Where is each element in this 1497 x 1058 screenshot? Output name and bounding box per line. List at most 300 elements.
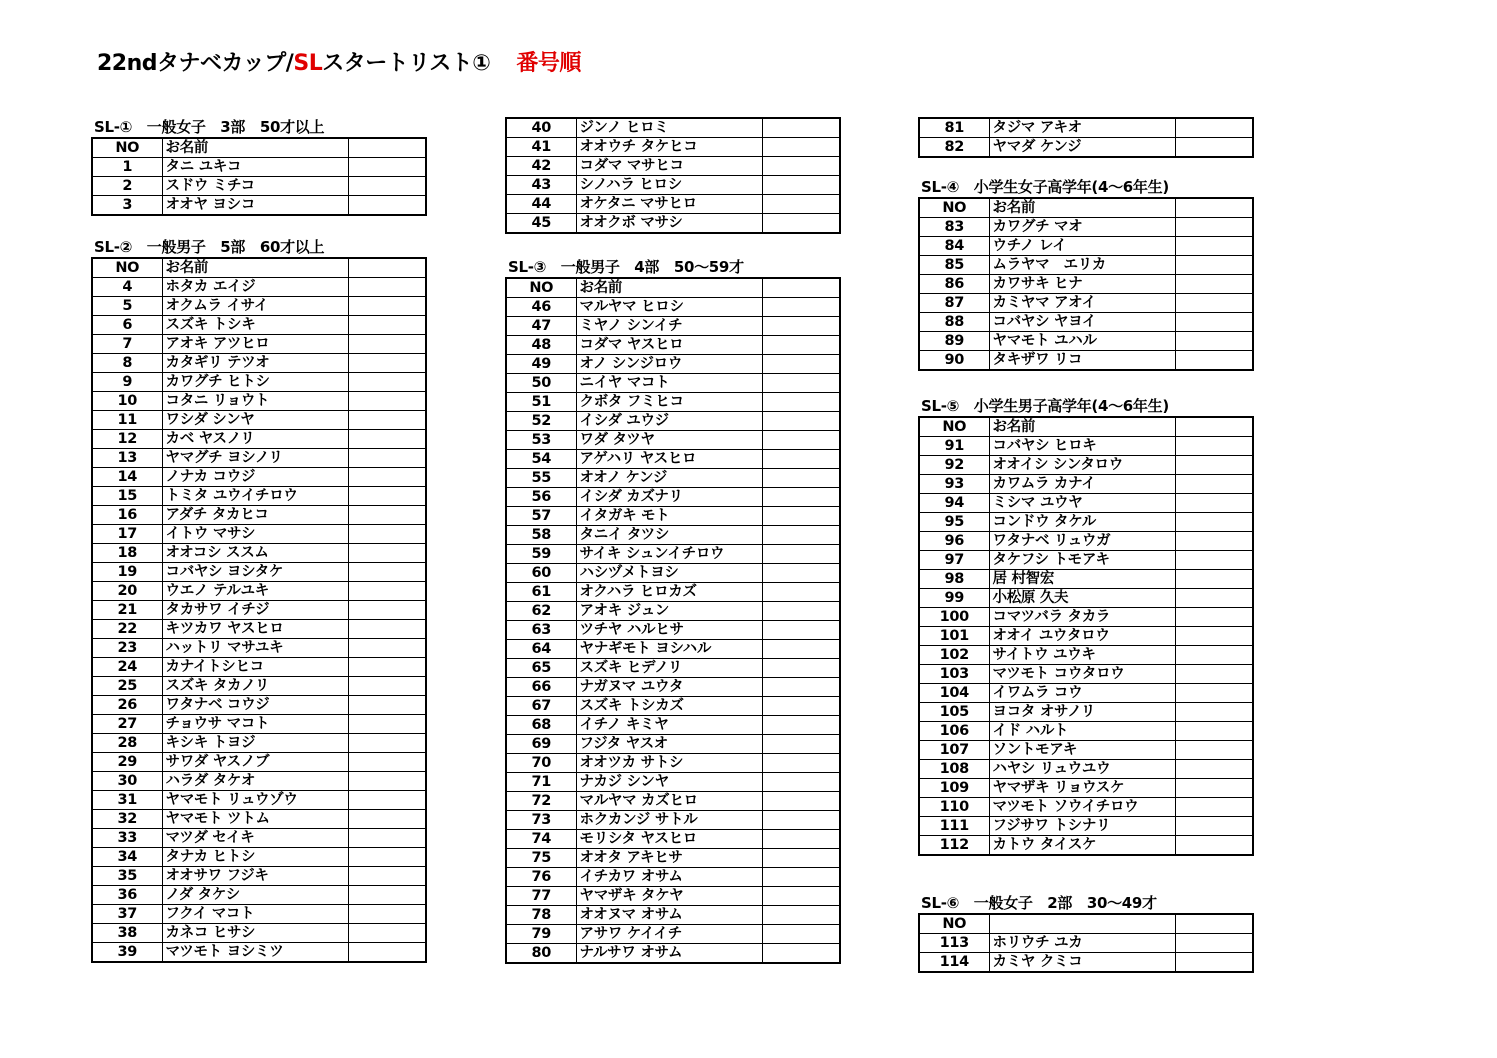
entry-name: ナガヌマ ユウタ xyxy=(576,678,762,697)
entry-number: 6 xyxy=(92,316,162,335)
entry-name: ツチヤ ハルヒサ xyxy=(576,621,762,640)
entry-extra xyxy=(762,336,840,355)
table-row xyxy=(919,798,1253,817)
entry-extra xyxy=(1175,665,1253,684)
table-row xyxy=(919,475,1253,494)
entry-name: タケフシ トモアキ xyxy=(989,551,1175,570)
entry-number: 4 xyxy=(92,278,162,297)
entry-table xyxy=(918,416,1254,856)
entry-name: イシダ カズナリ xyxy=(576,488,762,507)
entry-extra xyxy=(762,157,840,176)
entry-name: サイトウ ユウキ xyxy=(989,646,1175,665)
entry-extra xyxy=(1175,494,1253,513)
entry-number: 11 xyxy=(92,411,162,430)
table-row xyxy=(92,772,426,791)
entry-extra xyxy=(348,158,426,177)
entry-name: マルヤマ カズヒロ xyxy=(576,792,762,811)
table-row xyxy=(506,431,840,450)
entry-name: スドウ ミチコ xyxy=(162,177,348,196)
entry-number: 55 xyxy=(506,469,576,488)
entry-extra xyxy=(348,196,426,216)
entry-number: 100 xyxy=(919,608,989,627)
column-header-name: お名前 xyxy=(989,417,1175,437)
entry-name: ノダ タケシ xyxy=(162,886,348,905)
table-row xyxy=(92,177,426,196)
table-row xyxy=(919,437,1253,456)
entry-extra xyxy=(762,659,840,678)
entry-number: 16 xyxy=(92,506,162,525)
section-heading: SL-③ 一般男子 4部 50～59才 xyxy=(508,258,744,276)
table-row xyxy=(919,513,1253,532)
entry-number: 69 xyxy=(506,735,576,754)
entry-number: 19 xyxy=(92,563,162,582)
entry-extra xyxy=(762,564,840,583)
entry-extra xyxy=(1175,218,1253,237)
entry-extra xyxy=(762,754,840,773)
entry-number: 112 xyxy=(919,836,989,856)
table-row xyxy=(919,608,1253,627)
entry-number: 89 xyxy=(919,332,989,351)
table-row xyxy=(92,829,426,848)
table-row xyxy=(92,158,426,177)
table-row xyxy=(919,551,1253,570)
entry-extra xyxy=(1175,589,1253,608)
entry-name: オオタ アキヒサ xyxy=(576,849,762,868)
entry-name: ヨコタ オサノリ xyxy=(989,703,1175,722)
entry-number: 66 xyxy=(506,678,576,697)
entry-name: サワダ ヤスノブ xyxy=(162,753,348,772)
entry-number: 114 xyxy=(919,953,989,973)
entry-number: 105 xyxy=(919,703,989,722)
entry-number: 52 xyxy=(506,412,576,431)
entry-number: 61 xyxy=(506,583,576,602)
entry-extra xyxy=(348,677,426,696)
entry-extra xyxy=(348,924,426,943)
table-row xyxy=(506,317,840,336)
entry-extra xyxy=(1175,722,1253,741)
table-row xyxy=(92,867,426,886)
table-row xyxy=(506,393,840,412)
entry-extra xyxy=(348,449,426,468)
entry-number: 71 xyxy=(506,773,576,792)
entry-extra xyxy=(348,601,426,620)
entry-extra xyxy=(348,468,426,487)
entry-extra xyxy=(762,830,840,849)
entry-name: カナイトシヒコ xyxy=(162,658,348,677)
table-header-row xyxy=(92,138,426,158)
entry-number: 51 xyxy=(506,393,576,412)
entry-extra xyxy=(1175,332,1253,351)
table-row xyxy=(92,639,426,658)
entry-extra xyxy=(348,278,426,297)
table-row xyxy=(506,214,840,234)
table-row xyxy=(506,355,840,374)
entry-extra xyxy=(348,335,426,354)
table-row xyxy=(919,313,1253,332)
entry-name: ヤマモト リュウゾウ xyxy=(162,791,348,810)
entry-extra xyxy=(348,354,426,373)
table-row xyxy=(92,601,426,620)
entry-number: 2 xyxy=(92,177,162,196)
entry-number: 77 xyxy=(506,887,576,906)
title-suffix: スタートリスト① xyxy=(322,51,491,76)
table-row xyxy=(92,924,426,943)
column-header-name xyxy=(989,914,1175,934)
table-row xyxy=(506,564,840,583)
entry-extra xyxy=(762,317,840,336)
entry-name: チョウサ マコト xyxy=(162,715,348,734)
entry-name: コマツバラ タカラ xyxy=(989,608,1175,627)
entry-extra xyxy=(1175,456,1253,475)
table-row xyxy=(92,753,426,772)
entry-extra xyxy=(348,506,426,525)
entry-number: 80 xyxy=(506,944,576,964)
entry-number: 82 xyxy=(919,138,989,158)
table-row xyxy=(919,779,1253,798)
entry-name: オクハラ ヒロカズ xyxy=(576,583,762,602)
entry-name: ナカジ シンヤ xyxy=(576,773,762,792)
entry-extra xyxy=(348,177,426,196)
entry-extra xyxy=(1175,532,1253,551)
table-row xyxy=(506,507,840,526)
entry-extra xyxy=(762,602,840,621)
table-row xyxy=(506,138,840,157)
entry-number: 64 xyxy=(506,640,576,659)
entry-number: 53 xyxy=(506,431,576,450)
column-header-name: お名前 xyxy=(162,138,348,158)
entry-extra xyxy=(762,716,840,735)
table-row xyxy=(506,773,840,792)
title-order: 番号順 xyxy=(516,51,581,76)
entry-number: 48 xyxy=(506,336,576,355)
entry-number: 5 xyxy=(92,297,162,316)
entry-extra xyxy=(762,583,840,602)
entry-name: キツカワ ヤスヒロ xyxy=(162,620,348,639)
entry-extra xyxy=(1175,953,1253,973)
entry-extra xyxy=(348,620,426,639)
entry-extra xyxy=(762,298,840,317)
entry-number: 37 xyxy=(92,905,162,924)
table-row xyxy=(92,696,426,715)
table-row xyxy=(919,589,1253,608)
entry-number: 54 xyxy=(506,450,576,469)
table-row xyxy=(506,792,840,811)
entry-number: 74 xyxy=(506,830,576,849)
entry-name: アオキ アツヒロ xyxy=(162,335,348,354)
entry-name: アサワ ケイイチ xyxy=(576,925,762,944)
entry-name: オオヌマ オサム xyxy=(576,906,762,925)
entry-extra xyxy=(1175,608,1253,627)
table-row xyxy=(919,703,1253,722)
table-row xyxy=(506,621,840,640)
entry-number: 34 xyxy=(92,848,162,867)
entry-number: 25 xyxy=(92,677,162,696)
table-row xyxy=(506,640,840,659)
entry-number: 63 xyxy=(506,621,576,640)
table-row xyxy=(92,715,426,734)
entry-extra xyxy=(762,469,840,488)
table-row xyxy=(506,336,840,355)
table-row xyxy=(506,659,840,678)
table-row xyxy=(506,830,840,849)
table-row xyxy=(92,563,426,582)
entry-extra xyxy=(348,848,426,867)
entry-extra xyxy=(762,887,840,906)
table-row xyxy=(506,469,840,488)
entry-number: 35 xyxy=(92,867,162,886)
entry-extra xyxy=(348,411,426,430)
entry-name: タカサワ イチジ xyxy=(162,601,348,620)
entry-number: 18 xyxy=(92,544,162,563)
table-row xyxy=(92,449,426,468)
entry-extra xyxy=(348,734,426,753)
entry-extra xyxy=(348,430,426,449)
entry-name: オノ シンジロウ xyxy=(576,355,762,374)
table-row xyxy=(506,811,840,830)
column-header-no: NO xyxy=(919,914,989,934)
entry-name: ワシダ シンヤ xyxy=(162,411,348,430)
entry-number: 27 xyxy=(92,715,162,734)
entry-number: 43 xyxy=(506,176,576,195)
entry-extra xyxy=(762,868,840,887)
entry-number: 78 xyxy=(506,906,576,925)
entry-extra xyxy=(348,753,426,772)
table-row xyxy=(92,582,426,601)
entry-number: 83 xyxy=(919,218,989,237)
entry-name: ハットリ マサユキ xyxy=(162,639,348,658)
table-row xyxy=(92,316,426,335)
table-row xyxy=(919,218,1253,237)
table-row xyxy=(92,848,426,867)
entry-extra xyxy=(348,487,426,506)
table-row xyxy=(919,646,1253,665)
entry-name: コダマ ヤスヒロ xyxy=(576,336,762,355)
entry-number: 87 xyxy=(919,294,989,313)
entry-extra xyxy=(1175,475,1253,494)
table-row xyxy=(92,506,426,525)
entry-name: ヤナギモト ヨシハル xyxy=(576,640,762,659)
entry-number: 30 xyxy=(92,772,162,791)
entry-name: シノハラ ヒロシ xyxy=(576,176,762,195)
entry-extra xyxy=(1175,798,1253,817)
entry-name: スズキ トシカズ xyxy=(576,697,762,716)
entry-name: ヤマモト ツトム xyxy=(162,810,348,829)
entry-name: トミタ ユウイチロウ xyxy=(162,487,348,506)
entry-name: ヤマザキ タケヤ xyxy=(576,887,762,906)
table-row xyxy=(506,868,840,887)
table-row xyxy=(92,734,426,753)
entry-number: 113 xyxy=(919,934,989,953)
entry-number: 10 xyxy=(92,392,162,411)
table-row xyxy=(92,354,426,373)
entry-extra xyxy=(762,118,840,138)
entry-name: タニ ユキコ xyxy=(162,158,348,177)
table-header-row xyxy=(919,417,1253,437)
entry-name: ヤマダ ケンジ xyxy=(989,138,1175,158)
entry-name: クボタ フミヒコ xyxy=(576,393,762,412)
entry-number: 56 xyxy=(506,488,576,507)
entry-number: 39 xyxy=(92,943,162,963)
entry-name: イチノ キミヤ xyxy=(576,716,762,735)
column-header-extra xyxy=(1175,914,1253,934)
entry-number: 101 xyxy=(919,627,989,646)
table-row xyxy=(92,297,426,316)
table-row xyxy=(506,176,840,195)
entry-name: タナカ ヒトシ xyxy=(162,848,348,867)
table-row xyxy=(92,943,426,963)
entry-name: オオクボ マサシ xyxy=(576,214,762,234)
entry-number: 62 xyxy=(506,602,576,621)
entry-number: 20 xyxy=(92,582,162,601)
entry-number: 96 xyxy=(919,532,989,551)
table-row xyxy=(92,791,426,810)
table-row xyxy=(919,684,1253,703)
entry-name: タジマ アキオ xyxy=(989,118,1175,138)
entry-name: イシダ ユウジ xyxy=(576,412,762,431)
entry-number: 72 xyxy=(506,792,576,811)
entry-number: 103 xyxy=(919,665,989,684)
table-row xyxy=(506,906,840,925)
entry-extra xyxy=(1175,836,1253,856)
entry-name: スズキ ヒデノリ xyxy=(576,659,762,678)
entry-extra xyxy=(762,678,840,697)
entry-name: ワダ タツヤ xyxy=(576,431,762,450)
entry-name: オオツカ サトシ xyxy=(576,754,762,773)
table-row xyxy=(506,754,840,773)
table-row xyxy=(506,716,840,735)
column-header-extra xyxy=(348,258,426,278)
table-row xyxy=(919,294,1253,313)
entry-name: ソントモアキ xyxy=(989,741,1175,760)
entry-number: 12 xyxy=(92,430,162,449)
entry-extra xyxy=(348,316,426,335)
entry-number: 44 xyxy=(506,195,576,214)
entry-name: ジンノ ヒロミ xyxy=(576,118,762,138)
entry-number: 86 xyxy=(919,275,989,294)
entry-extra xyxy=(348,715,426,734)
entry-extra xyxy=(348,544,426,563)
entry-number: 84 xyxy=(919,237,989,256)
table-row xyxy=(919,627,1253,646)
table-row xyxy=(92,487,426,506)
entry-name: オオノ ケンジ xyxy=(576,469,762,488)
entry-name: イワムラ コウ xyxy=(989,684,1175,703)
entry-name: 小松原 久夫 xyxy=(989,589,1175,608)
entry-number: 15 xyxy=(92,487,162,506)
entry-name: オオイシ シンタロウ xyxy=(989,456,1175,475)
entry-name: タニイ タツシ xyxy=(576,526,762,545)
entry-extra xyxy=(1175,237,1253,256)
entry-number: 73 xyxy=(506,811,576,830)
table-row xyxy=(92,196,426,216)
table-row xyxy=(919,118,1253,138)
column-header-name: お名前 xyxy=(162,258,348,278)
entry-extra xyxy=(1175,551,1253,570)
entry-number: 32 xyxy=(92,810,162,829)
entry-extra xyxy=(762,792,840,811)
table-row xyxy=(92,468,426,487)
entry-extra xyxy=(762,545,840,564)
column-header-no: NO xyxy=(506,278,576,298)
entry-extra xyxy=(348,658,426,677)
entry-number: 111 xyxy=(919,817,989,836)
entry-name: カベ ヤスノリ xyxy=(162,430,348,449)
entry-extra xyxy=(348,696,426,715)
column-header-name: お名前 xyxy=(989,198,1175,218)
entry-number: 90 xyxy=(919,351,989,371)
table-row xyxy=(919,332,1253,351)
entry-number: 3 xyxy=(92,196,162,216)
entry-extra xyxy=(1175,294,1253,313)
entry-extra xyxy=(348,392,426,411)
entry-extra xyxy=(1175,275,1253,294)
table-row xyxy=(506,583,840,602)
entry-extra xyxy=(762,450,840,469)
table-row xyxy=(506,735,840,754)
table-row xyxy=(506,925,840,944)
entry-extra xyxy=(348,563,426,582)
entry-name: ミシマ ユウヤ xyxy=(989,494,1175,513)
entry-name: ニイヤ マコト xyxy=(576,374,762,393)
table-row xyxy=(506,545,840,564)
entry-extra xyxy=(348,943,426,963)
entry-name: ヤマザキ リョウスケ xyxy=(989,779,1175,798)
entry-number: 23 xyxy=(92,639,162,658)
entry-number: 49 xyxy=(506,355,576,374)
entry-name: マツモト コウタロウ xyxy=(989,665,1175,684)
entry-number: 26 xyxy=(92,696,162,715)
table-row xyxy=(506,118,840,138)
entry-name: カワグチ ヒトシ xyxy=(162,373,348,392)
table-row xyxy=(92,620,426,639)
entry-number: 21 xyxy=(92,601,162,620)
entry-name: スズキ トシキ xyxy=(162,316,348,335)
table-row xyxy=(919,237,1253,256)
table-row xyxy=(919,532,1253,551)
entry-extra xyxy=(762,640,840,659)
entry-extra xyxy=(348,810,426,829)
entry-name: アゲハリ ヤスヒロ xyxy=(576,450,762,469)
entry-extra xyxy=(1175,703,1253,722)
table-row xyxy=(919,456,1253,475)
entry-name: キシキ トヨジ xyxy=(162,734,348,753)
table-row xyxy=(919,836,1253,856)
section-heading: SL-④ 小学生女子高学年(4～6年生) xyxy=(921,178,1169,196)
entry-name: ホクカンジ サトル xyxy=(576,811,762,830)
entry-name: カミヤマ アオイ xyxy=(989,294,1175,313)
table-row xyxy=(92,430,426,449)
entry-number: 106 xyxy=(919,722,989,741)
table-row xyxy=(92,373,426,392)
entry-name: オオコシ ススム xyxy=(162,544,348,563)
table-row xyxy=(506,678,840,697)
table-row xyxy=(506,412,840,431)
entry-number: 46 xyxy=(506,298,576,317)
entry-name: コバヤシ ヒロキ xyxy=(989,437,1175,456)
page-title xyxy=(97,46,581,77)
entry-number: 13 xyxy=(92,449,162,468)
table-row xyxy=(92,278,426,297)
entry-extra xyxy=(348,886,426,905)
entry-name: ハラダ タケオ xyxy=(162,772,348,791)
entry-name: スズキ タカノリ xyxy=(162,677,348,696)
entry-name: ミヤノ シンイチ xyxy=(576,317,762,336)
column-header-name: お名前 xyxy=(576,278,762,298)
table-row xyxy=(919,741,1253,760)
entry-extra xyxy=(1175,351,1253,371)
entry-extra xyxy=(1175,646,1253,665)
entry-extra xyxy=(762,906,840,925)
